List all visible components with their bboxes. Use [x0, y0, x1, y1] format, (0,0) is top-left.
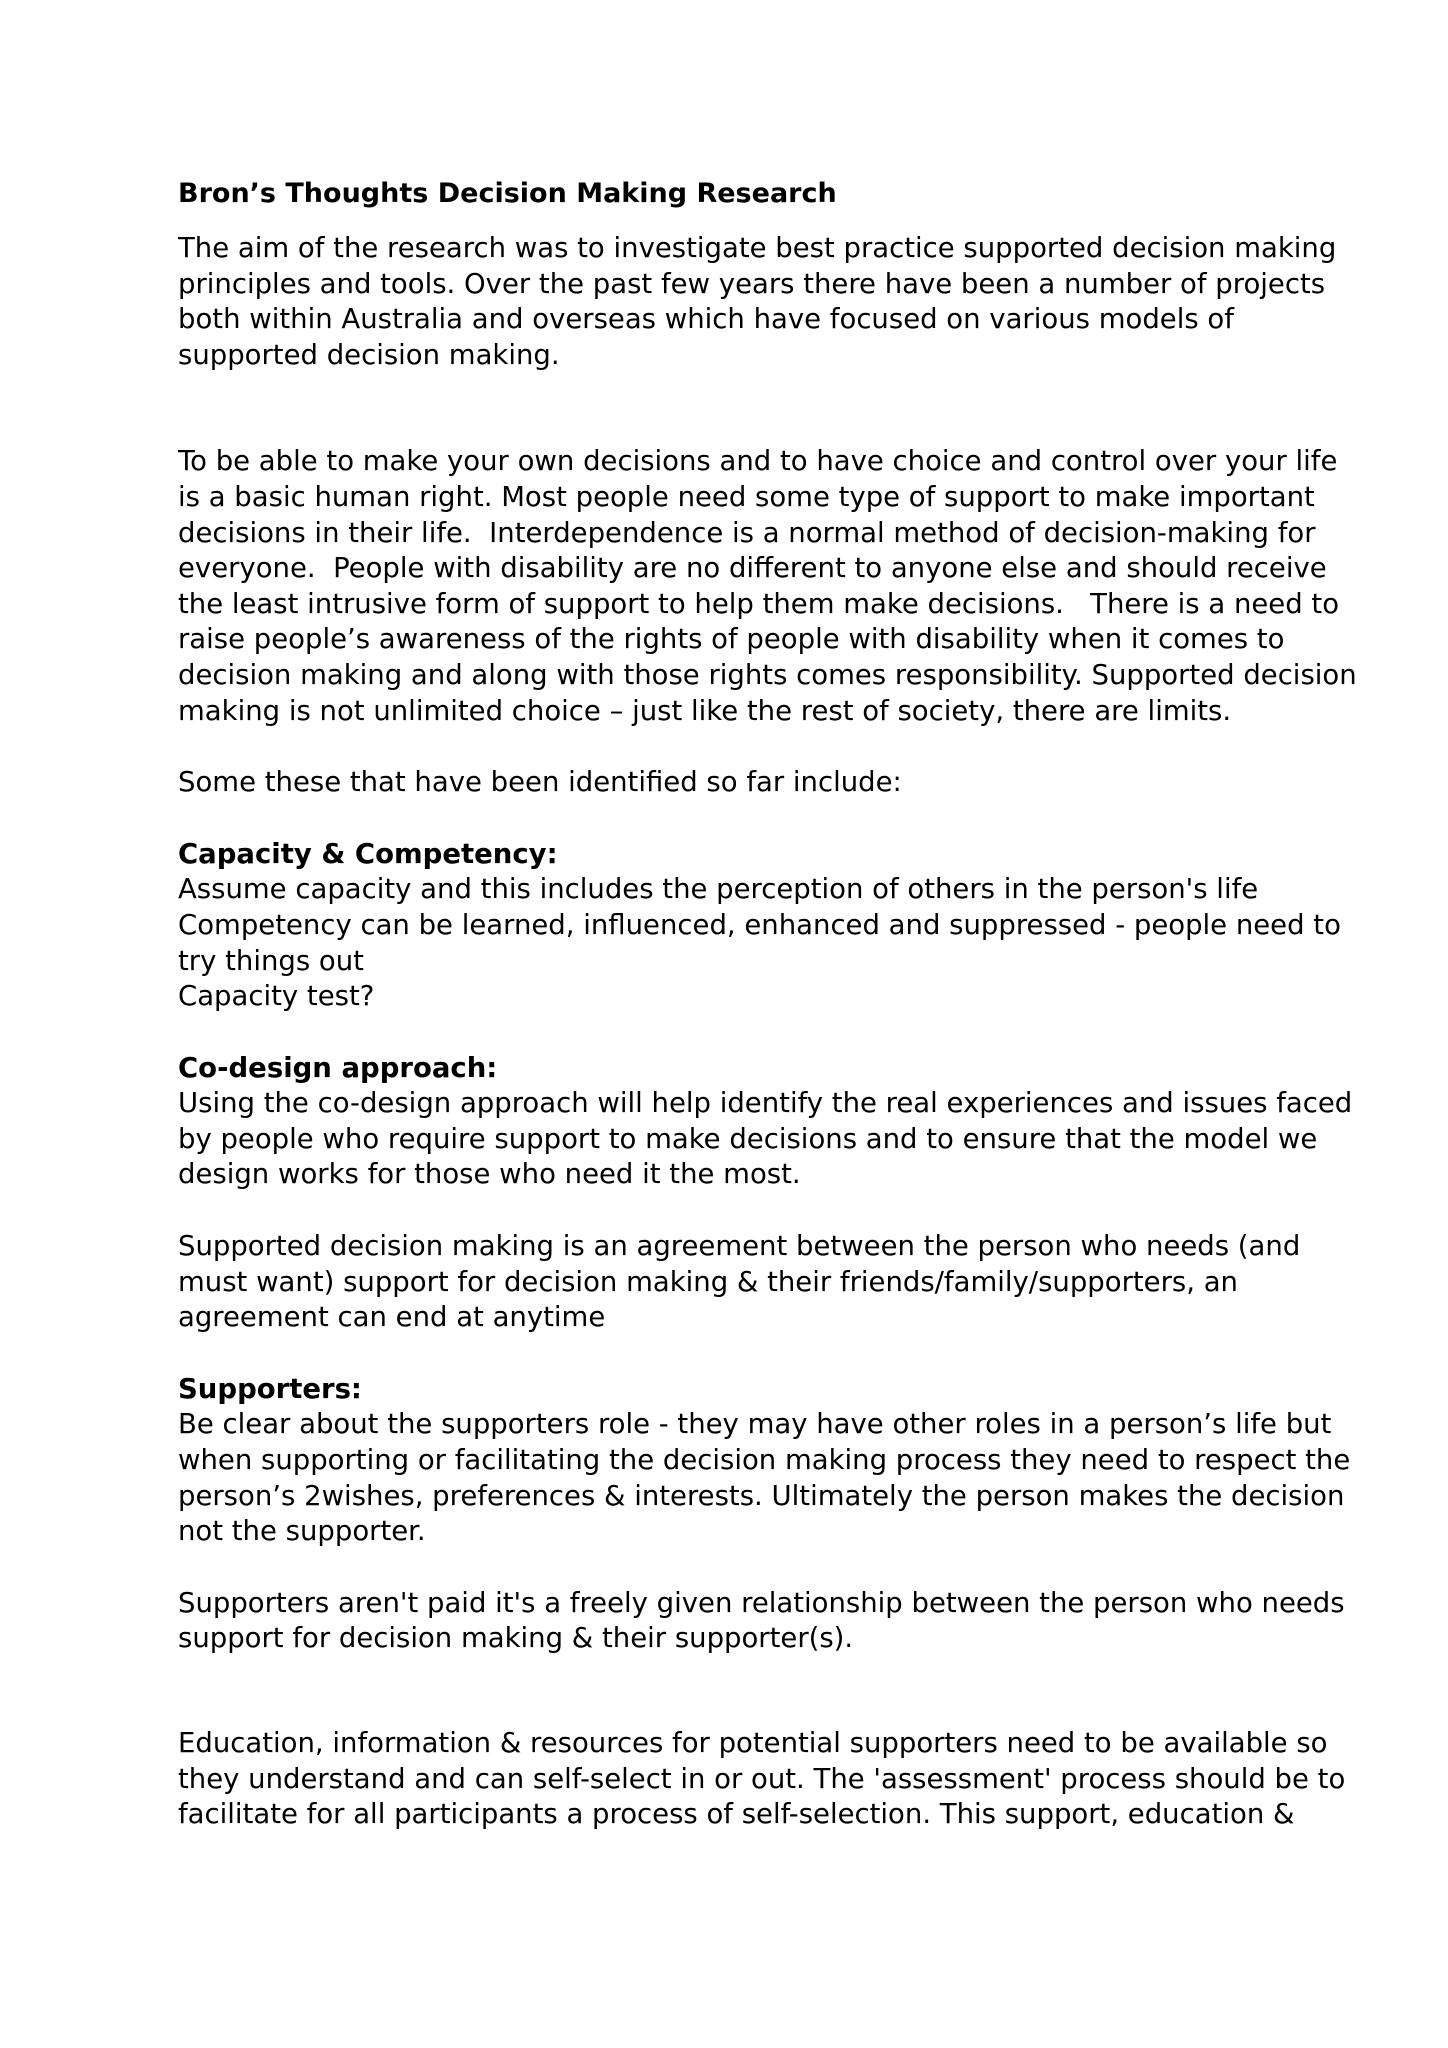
codesign-line: by people who require support to make decisions and to ensure that the model we: [178, 1122, 1318, 1155]
spacer: [178, 373, 1338, 444]
codesign-line: Using the co-design approach will help identify the real experiences and issues faced: [178, 1087, 1353, 1120]
spacer: [178, 1550, 1338, 1586]
supporters-line: not the supporter.: [178, 1515, 426, 1548]
codesign-section: [178, 1051, 1353, 1193]
intro-line: both within Australia and overseas which have focused on various models of: [178, 303, 1234, 336]
rights-line: decision making and along with those rights comes responsibility. Supported decision: [178, 658, 1357, 691]
capacity-line: Capacity test?: [178, 980, 375, 1013]
rights-line: everyone. People with disability are no different to anyone else and should receive: [178, 552, 1327, 585]
supporters-paragraph: [178, 1407, 1351, 1549]
agreement-paragraph: [178, 1229, 1338, 1336]
capacity-section: [178, 837, 1341, 1015]
supporters-line: person’s 2wishes, preferences & interests. Ultimately the person makes the decision: [178, 1479, 1345, 1512]
rights-line: decisions in their life. Interdependence is a normal method of decision-making for: [178, 516, 1316, 549]
spacer: [178, 1193, 1338, 1229]
codesign-line: design works for those who need it the most.: [178, 1158, 801, 1191]
intro-line: The aim of the research was to investigate best practice supported decision making: [178, 232, 1337, 264]
document-page: [178, 176, 1357, 1833]
rights-line: making is not unlimited choice – just like the rest of society, there are limits.: [178, 694, 1232, 727]
capacity-line: Competency can be learned, influenced, enhanced and suppressed - people need to: [178, 908, 1341, 941]
capacity-paragraph: [178, 872, 1341, 1014]
codesign-paragraph: [178, 1086, 1353, 1193]
agreement-line: agreement can end at anytime: [178, 1301, 606, 1334]
supporters-line: Be clear about the supporters role - they may have other roles in a person’s life but: [178, 1408, 1332, 1441]
supporters-section: [178, 1372, 1351, 1550]
education-line: facilitate for all participants a process of self-selection. This support, education &: [178, 1798, 1295, 1831]
document-title: Bron’s Thoughts Decision Making Research: [178, 178, 837, 209]
rights-line: the least intrusive form of support to help them make decisions. There is a need to: [178, 587, 1340, 620]
rights-line: is a basic human right. Most people need some type of support to make important: [178, 480, 1315, 513]
education-line: Education, information & resources for potential supporters need to be available so: [178, 1727, 1328, 1759]
education-line: they understand and can self-select in or out. The 'assessment' process should be to: [178, 1762, 1346, 1795]
capacity-heading: Capacity & Competency:: [178, 837, 558, 870]
spacer: [178, 1015, 1338, 1051]
capacity-line: Assume capacity and this includes the perception of others in the person's life: [178, 873, 1259, 906]
unpaid-paragraph: [178, 1586, 1345, 1657]
intro-line: supported decision making.: [178, 338, 560, 371]
spacer: [178, 1657, 1338, 1726]
agreement-line: Supported decision making is an agreement between the person who needs (and: [178, 1230, 1301, 1263]
supporters-heading: Supporters:: [178, 1372, 362, 1405]
rights-paragraph: [178, 444, 1357, 729]
intro-paragraph: [178, 231, 1338, 373]
identified-paragraph: [178, 765, 1338, 801]
rights-line: To be able to make your own decisions and to have choice and control over your life: [178, 445, 1338, 478]
identified-line: Some these that have been identified so far include:: [178, 766, 902, 799]
capacity-line: try things out: [178, 944, 364, 977]
intro-line: principles and tools. Over the past few years there have been a number of projects: [178, 267, 1326, 300]
unpaid-line: Supporters aren't paid it's a freely given relationship between the person who needs: [178, 1586, 1345, 1619]
rights-line: raise people’s awareness of the rights of people with disability when it comes to: [178, 623, 1285, 656]
codesign-heading: Co-design approach:: [178, 1051, 498, 1084]
agreement-line: must want) support for decision making & their friends/family/supporters, an: [178, 1265, 1238, 1298]
spacer: [178, 1336, 1338, 1372]
education-paragraph: [178, 1726, 1346, 1833]
supporters-line: when supporting or facilitating the decision making process they need to respect the: [178, 1444, 1351, 1477]
spacer: [178, 729, 1338, 765]
spacer: [178, 801, 1338, 837]
unpaid-line: support for decision making & their supporter(s).: [178, 1622, 854, 1655]
